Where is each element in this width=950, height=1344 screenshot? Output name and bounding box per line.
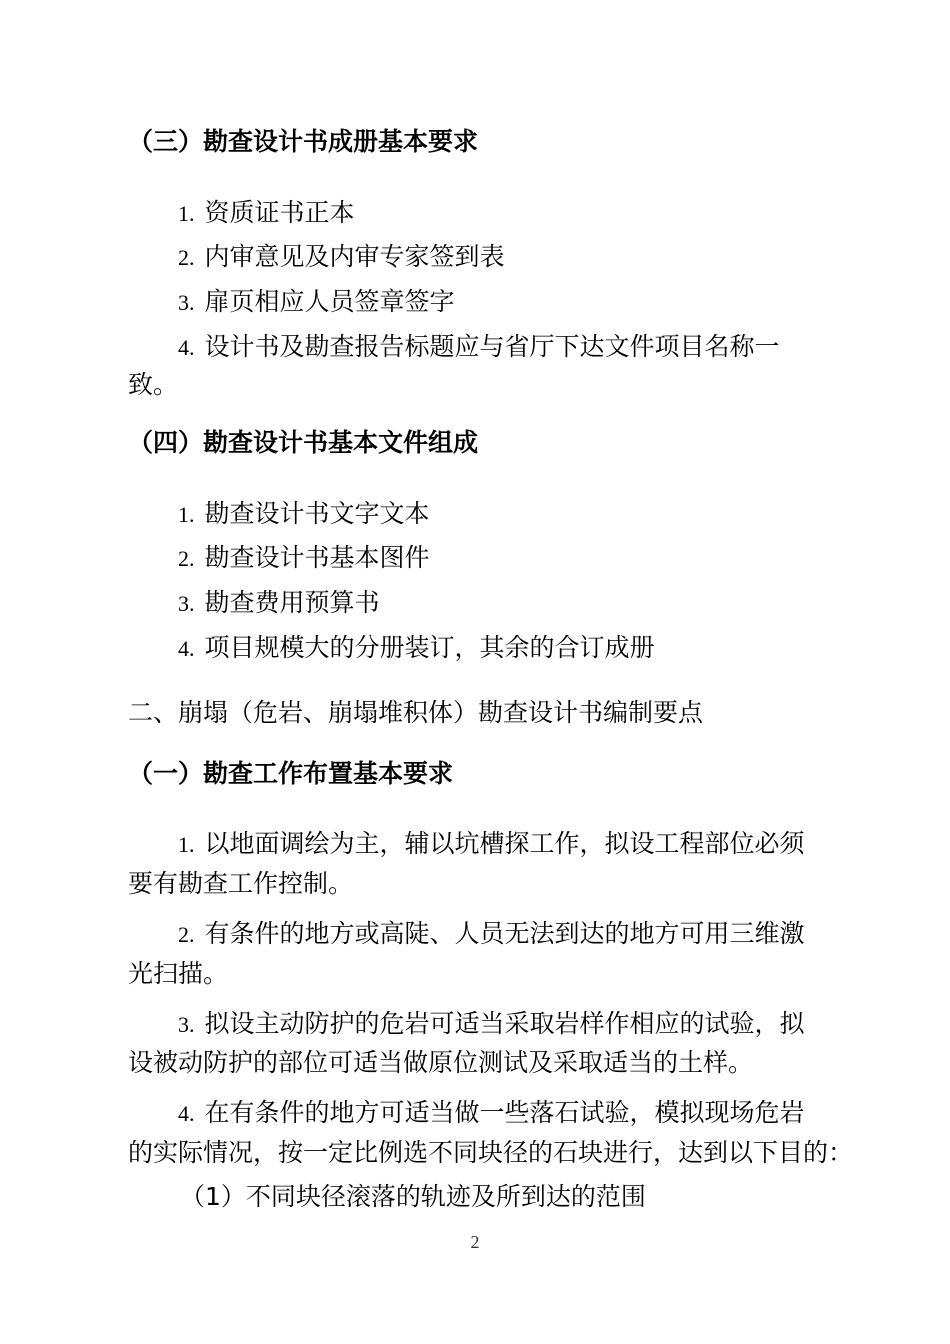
list-item-continuation: 致。 (128, 370, 179, 399)
list-item (178, 286, 455, 319)
section-heading: （一）勘查工作布置基本要求 (128, 759, 454, 788)
list-item (178, 241, 505, 274)
list-item (178, 632, 655, 665)
list-item-text: 内审意见及内审专家签到表 (204, 242, 505, 271)
list-item-text: 扉页相应人员签章签字 (204, 287, 455, 316)
list-item-number: 2. (178, 245, 195, 270)
sub-list-item: （1）不同块径滚落的轨迹及所到达的范围 (180, 1182, 646, 1211)
list-item-number: 3. (178, 1012, 195, 1037)
part-heading: 二、崩塌（危岩、崩塌堆积体）勘查设计书编制要点 (128, 698, 704, 727)
section-heading: （四）勘查设计书基本文件组成 (128, 428, 479, 457)
list-item (178, 918, 805, 951)
list-item-text: 有条件的地方或高陡、人员无法到达的地方可用三维激 (204, 919, 805, 948)
list-item-number: 4. (178, 335, 195, 360)
list-item-number: 1. (178, 201, 195, 226)
list-item (178, 498, 430, 531)
list-item-continuation: 设被动防护的部位可适当做原位测试及采取适当的土样。 (128, 1048, 754, 1077)
section-heading: （三）勘查设计书成册基本要求 (128, 127, 479, 156)
list-item-text: 勘查设计书文字文本 (204, 499, 430, 528)
list-item-text: 在有条件的地方可适当做一些落石试验，模拟现场危岩 (204, 1098, 805, 1127)
list-item (178, 331, 780, 364)
list-item-continuation: 的实际情况，按一定比例选不同块径的石块进行，达到以下目的： (128, 1138, 854, 1167)
list-item (178, 542, 430, 575)
page-number: 2 (470, 1232, 480, 1252)
list-item-number: 4. (178, 1101, 195, 1126)
list-item-number: 2. (178, 546, 195, 571)
list-item-text: 勘查费用预算书 (204, 588, 380, 617)
list-item (178, 197, 355, 230)
list-item-number: 4. (178, 636, 195, 661)
list-item-number: 3. (178, 290, 195, 315)
list-item (178, 1097, 805, 1130)
list-item (178, 828, 805, 861)
list-item-number: 1. (178, 832, 195, 857)
list-item-text: 以地面调绘为主，辅以坑槽探工作，拟设工程部位必须 (204, 829, 805, 858)
list-item (178, 587, 380, 620)
list-item-number: 2. (178, 922, 195, 947)
list-item-text: 拟设主动防护的危岩可适当采取岩样作相应的试验，拟 (204, 1009, 805, 1038)
list-item-number: 3. (178, 591, 195, 616)
list-item-text: 资质证书正本 (204, 198, 355, 227)
list-item-number: 1. (178, 502, 195, 527)
list-item (178, 1008, 805, 1041)
list-item-text: 项目规模大的分册装订，其余的合订成册 (204, 633, 655, 662)
list-item-text: 设计书及勘查报告标题应与省厅下达文件项目名称一 (204, 332, 780, 361)
list-item-continuation: 光扫描。 (128, 959, 229, 988)
list-item-continuation: 要有勘查工作控制。 (128, 869, 354, 898)
list-item-text: 勘查设计书基本图件 (204, 543, 430, 572)
